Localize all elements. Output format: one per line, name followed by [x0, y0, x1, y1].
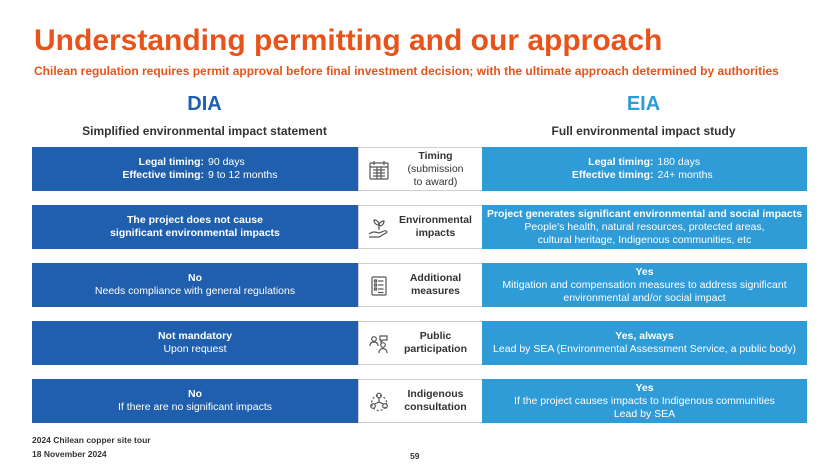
dia-measures-line1: No [188, 272, 202, 284]
eia-environmental-line1: Project generates significant environmental and social impacts [486, 207, 803, 220]
participation-label-line2: participation [403, 343, 467, 355]
row-environmental-impacts [32, 205, 807, 249]
indigenous-criterion [358, 379, 483, 423]
dia-heading: DIA [187, 93, 222, 115]
eia-environmental-line2: People's health, natural resources, protected areas, [524, 220, 765, 233]
eia-participation-cell [482, 321, 807, 365]
row-additional-measures [32, 263, 807, 307]
dia-legal-timing-label: Legal timing: [138, 156, 204, 168]
environmental-label-line1: Environmental [399, 214, 472, 226]
measures-criterion [358, 263, 483, 307]
eia-environmental-line3: cultural heritage, Indigenous communities, etc [537, 233, 752, 246]
eia-environmental-cell [482, 205, 807, 249]
page-subtitle: Chilean regulation requires permit approval before final investment decision; with the ultimate approach determined by authorities [34, 64, 779, 78]
eia-effective-timing-value: 24+ months [657, 169, 713, 181]
eia-participation-line1: Yes, always [615, 330, 674, 342]
participation-criterion [358, 321, 483, 365]
eia-header [481, 92, 806, 138]
environmental-label-line2: impacts [415, 227, 456, 239]
dia-environmental-line1: The project does not cause [127, 214, 263, 226]
dia-participation-line2: Upon request [163, 343, 227, 355]
page-number: 59 [410, 451, 420, 461]
dia-participation-cell [32, 321, 358, 365]
dia-subheading: Simplified environmental impact statement [82, 124, 327, 138]
community-icon [367, 390, 391, 414]
page-title: Understanding permitting and our approach [34, 24, 663, 57]
dia-participation-line1: Not mandatory [157, 330, 233, 342]
eia-indigenous-line1: Yes [635, 381, 654, 394]
footer-date: 18 November 2024 [32, 449, 107, 459]
measures-label-line2: measures [410, 285, 461, 297]
participation-label [393, 322, 478, 364]
eia-legal-timing-value: 180 days [657, 156, 701, 168]
timing-label [393, 148, 478, 190]
eia-measures-line1: Yes [635, 265, 654, 278]
eia-measures-cell [482, 263, 807, 307]
environmental-label [393, 206, 478, 248]
row-indigenous-consultation [32, 379, 807, 423]
dia-indigenous-line1: No [188, 388, 202, 400]
timing-label-line1: Timing [418, 149, 453, 162]
eia-subheading: Full environmental impact study [551, 124, 736, 138]
dia-indigenous-line2: If there are no significant impacts [117, 401, 273, 413]
footer-event: 2024 Chilean copper site tour [32, 435, 151, 445]
dia-measures-line2: Needs compliance with general regulations [94, 285, 296, 297]
eia-indigenous-line3: Lead by SEA [613, 407, 676, 420]
dia-environmental-cell [32, 205, 358, 249]
dia-measures-cell [32, 263, 358, 307]
dia-legal-timing-value: 90 days [208, 156, 245, 168]
measures-label-line1: Additional [409, 272, 462, 284]
timing-label-line2: (submission [407, 162, 464, 175]
timing-criterion [358, 147, 483, 191]
eia-timing-cell [482, 147, 807, 191]
people-icon [367, 332, 391, 356]
row-public-participation [32, 321, 807, 365]
participation-label-line1: Public [419, 330, 452, 342]
indigenous-label [393, 380, 478, 422]
indigenous-label-line2: consultation [404, 401, 467, 413]
eia-effective-timing-label: Effective timing: [571, 169, 654, 181]
dia-environmental-line2: significant environmental impacts [110, 227, 280, 239]
dia-indigenous-cell [32, 379, 358, 423]
eia-indigenous-line2: If the project causes impacts to Indigenous communities [514, 394, 775, 407]
eia-measures-line2: Mitigation and compensation measures to address significant [502, 278, 787, 291]
eia-heading: EIA [626, 93, 661, 115]
timing-label-line3: to award) [413, 175, 458, 188]
measures-label [393, 264, 478, 306]
calendar-icon [367, 158, 391, 182]
checklist-icon [367, 274, 391, 298]
dia-header [32, 92, 377, 138]
dia-effective-timing-label: Effective timing: [122, 169, 204, 181]
eia-legal-timing-label: Legal timing: [588, 156, 654, 168]
eia-measures-line3: environmental and/or social impact [563, 291, 726, 304]
row-timing [32, 147, 807, 191]
plant-hand-icon [367, 216, 391, 240]
environmental-criterion [358, 205, 483, 249]
dia-effective-timing-value: 9 to 12 months [208, 169, 278, 181]
eia-indigenous-cell [482, 379, 807, 423]
indigenous-label-line1: Indigenous [407, 388, 464, 400]
eia-participation-line2: Lead by SEA (Environmental Assessment Service, a public body) [493, 343, 796, 355]
dia-timing-cell [32, 147, 358, 191]
